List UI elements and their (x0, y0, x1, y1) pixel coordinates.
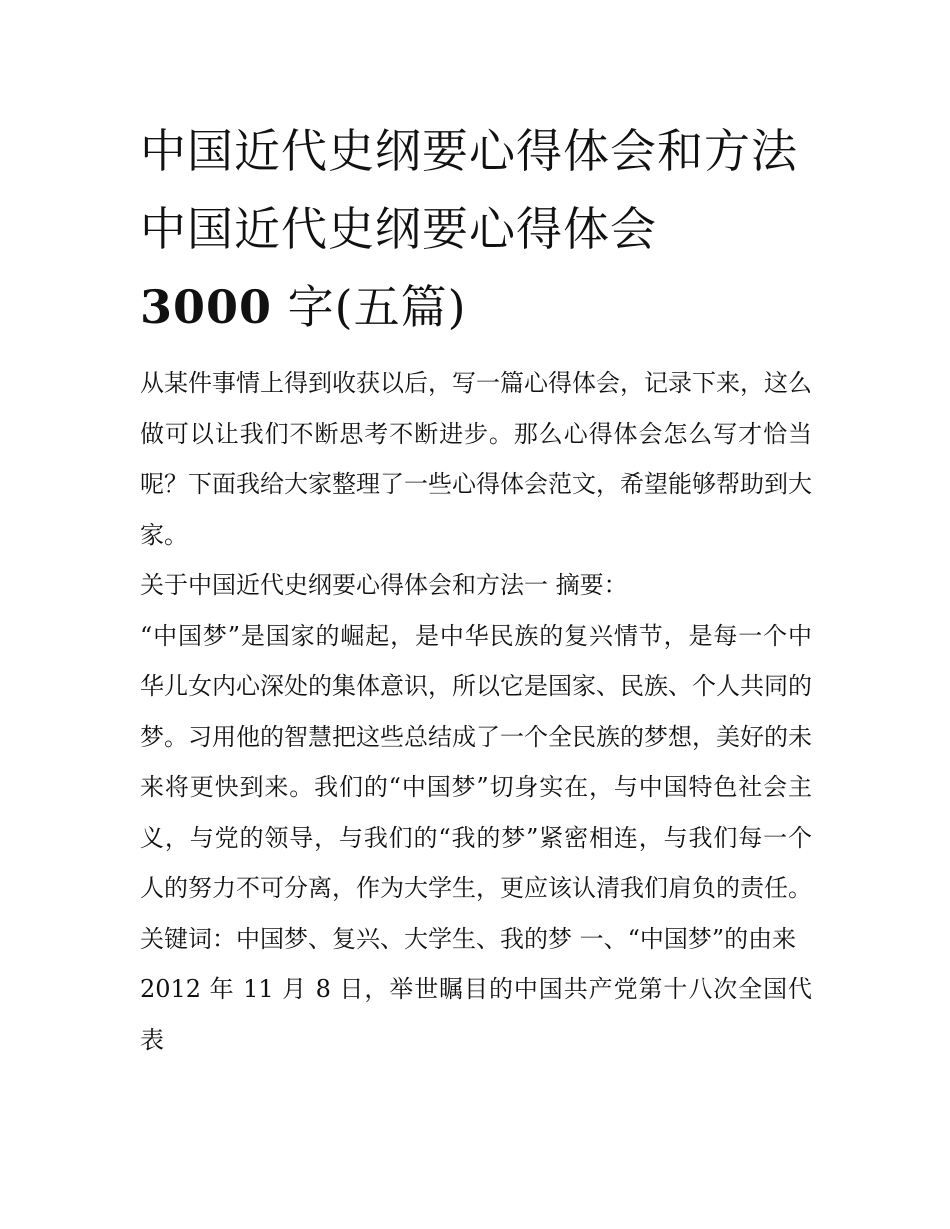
abstract-paragraph: “中国梦”是国家的崛起，是中华民族的复兴情节，是每一个中华儿女内心深处的集体意识，所以它是国家、民族、个人共同的梦。习用他的智慧把这些总结成了一个全民族的梦想，美好的未来将更快到来。我们的“中国梦”切身实在，与中国特色社会主义，与党的领导，与我们的“我的梦”紧密相连，与我们每一个人的努力不可分离，作为大学生，更应该认清我们肩负的责任。 (140, 621, 812, 902)
title-line-1: 中国近代史纲要心得体会和方法 中国近代史纲要心得体会 (140, 124, 798, 256)
document-title (140, 112, 812, 346)
document-page (140, 112, 812, 1065)
title-rest: 字(五篇) (272, 280, 467, 334)
intro-paragraph: 从某件事情上得到收获以后，写一篇心得体会，记录下来，这么做可以让我们不断思考不断进步。那么心得体会怎么写才恰当呢？下面我给大家整理了一些心得体会范文，希望能够帮助到大家。 (140, 369, 812, 549)
title-number: 3000 (140, 280, 273, 334)
keywords-paragraph: 关键词：中国梦、复兴、大学生、我的梦 一、“中国梦”的由来 (140, 924, 797, 953)
section-heading: 关于中国近代史纲要心得体会和方法一 摘要： (140, 571, 628, 599)
body-paragraph: 2012 年 11 月 8 日，举世瞩目的中国共产党第十八次全国代表 (140, 975, 812, 1054)
